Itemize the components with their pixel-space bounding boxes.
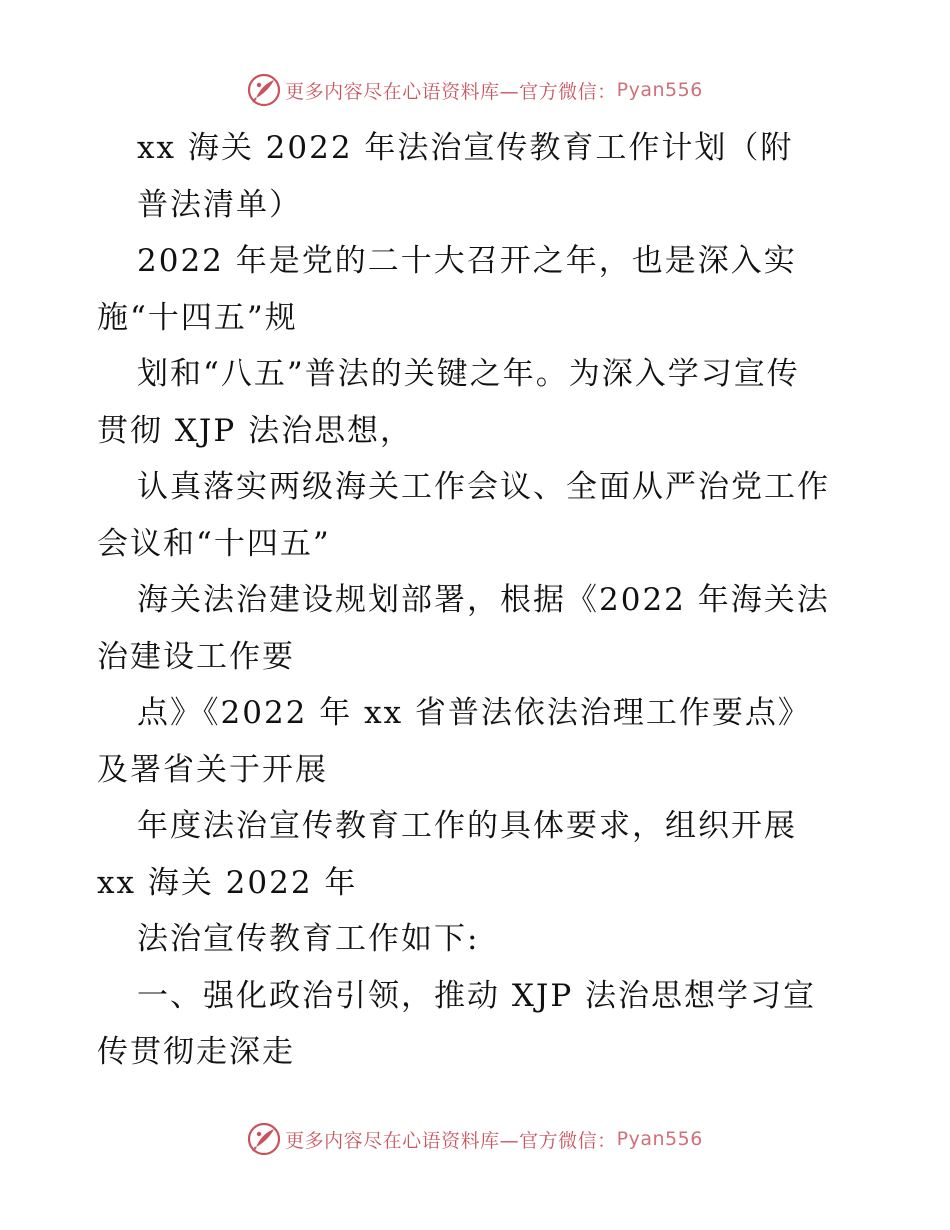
paragraph-line: 点》《2022 年 xx 省普法依法治理工作要点》 <box>137 695 811 731</box>
section-heading-line: 传贯彻走深走 <box>97 1034 295 1070</box>
watermark-text: 更多内容尽在心语资料库—官方微信： <box>285 1129 617 1152</box>
paragraph-line: 划和“八五”普法的关键之年。为深入学习宣传 <box>137 356 800 392</box>
paragraph-line: 年度法治宣传教育工作的具体要求，组织开展 <box>137 808 797 844</box>
paragraph-line: 贯彻 XJP 法治思想， <box>97 412 414 449</box>
paragraph-line: xx 海关 2022 年 <box>97 864 358 901</box>
paragraph-line: 海关法治建设规划部署，根据《2022 年海关法 <box>137 582 830 618</box>
paragraph-line: 及署省关于开展 <box>97 751 328 788</box>
quill-logo-icon <box>247 1122 281 1156</box>
paragraph-line: 认真落实两级海关工作会议、全面从严治党工作 <box>137 469 830 505</box>
section-heading-line: 一、强化政治引领，推动 XJP 法治思想学习宣 <box>137 977 817 1014</box>
watermark-handle: Pyan556 <box>616 1128 703 1150</box>
watermark-text: 更多内容尽在心语资料库—官方微信： <box>285 80 617 103</box>
header-watermark <box>0 70 950 110</box>
paragraph-line: 施“十四五”规 <box>97 299 298 336</box>
quill-logo-icon <box>247 73 281 107</box>
paragraph-line: 会议和“十四五” <box>97 525 331 562</box>
paragraph-line: 2022 年是党的二十大召开之年，也是深入实 <box>137 243 797 279</box>
document-body <box>97 120 867 1081</box>
paragraph-line: 治建设工作要 <box>97 638 295 675</box>
paragraph-line: 法治宣传教育工作如下: <box>137 921 480 957</box>
title-line-2: 普法清单） <box>137 186 302 223</box>
title-line-1: xx 海关 2022 年法治宣传教育工作计划（附 <box>137 130 794 166</box>
footer-watermark <box>0 1119 950 1159</box>
watermark-handle: Pyan556 <box>616 79 703 101</box>
